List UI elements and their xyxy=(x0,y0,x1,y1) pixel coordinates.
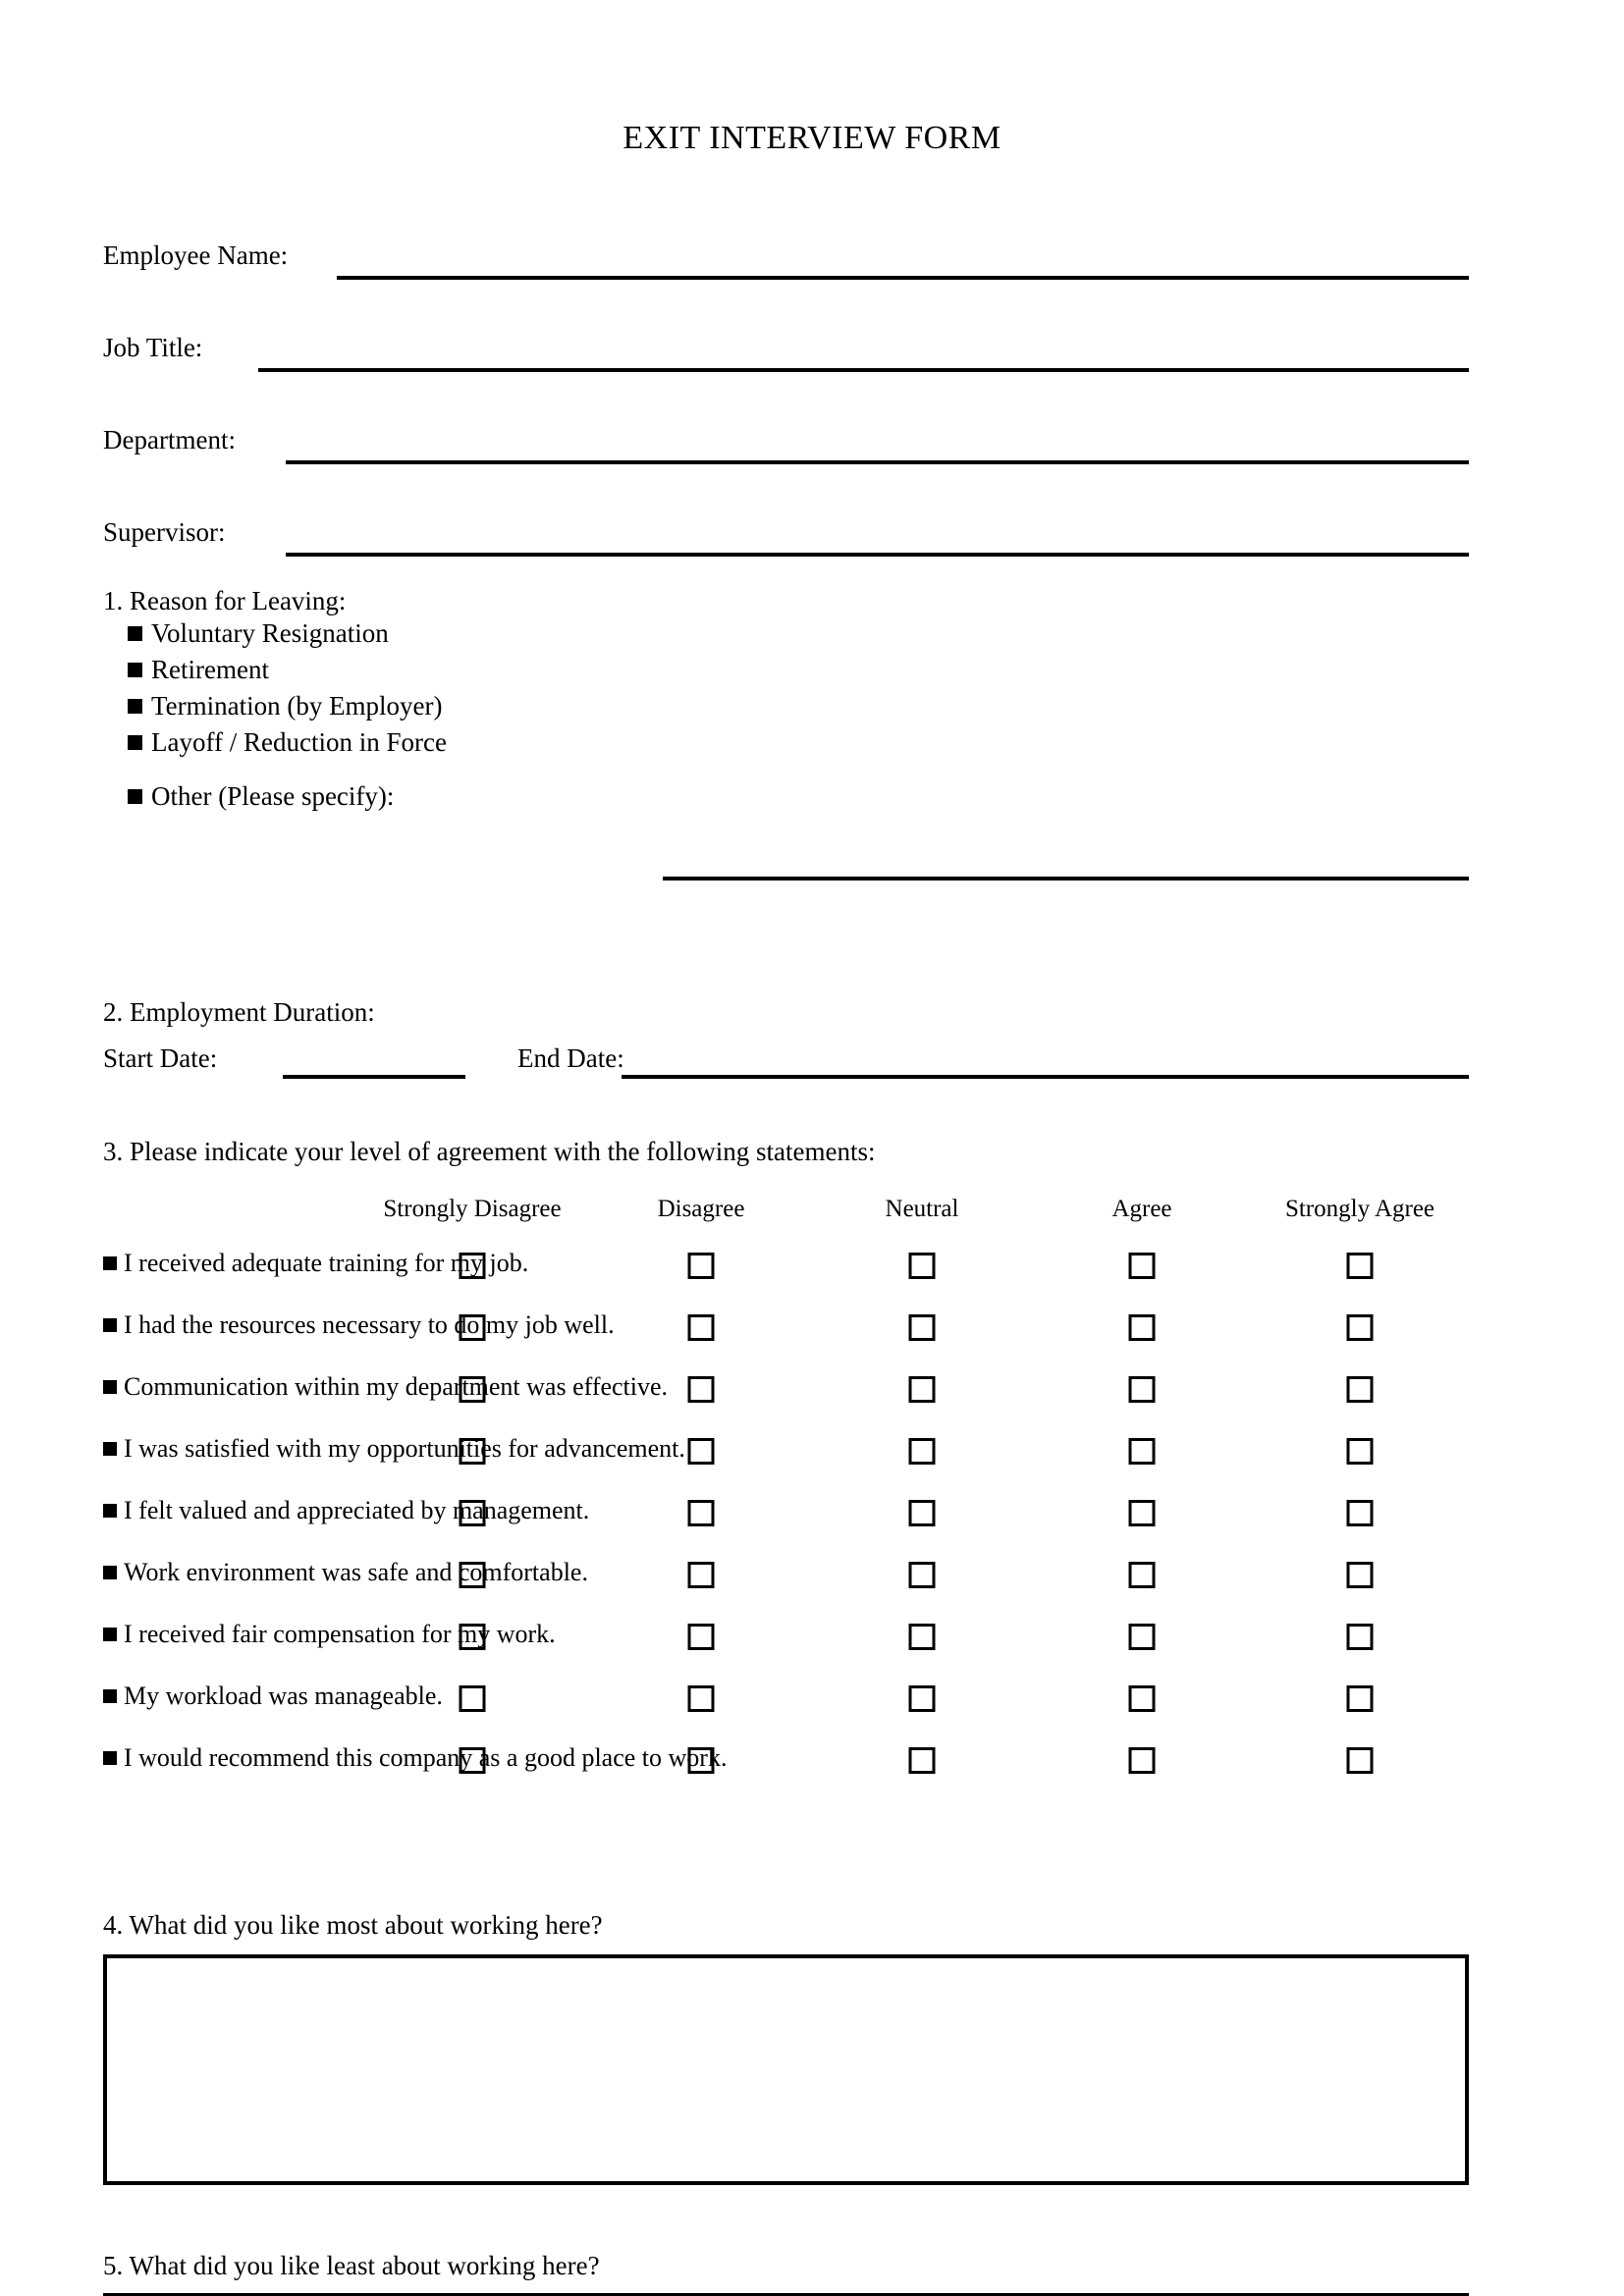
likert-statement-label: I received fair compensation for my work. xyxy=(124,1620,556,1648)
likert-statement-label: Communication within my department was effective. xyxy=(124,1372,669,1401)
likert-checkbox-r7-neutral[interactable] xyxy=(909,1624,936,1650)
likert-statement-label: I would recommend this company as a good place to work. xyxy=(124,1743,728,1772)
filled-square-bullet-icon xyxy=(103,1628,117,1641)
likert-checkbox-r7-strongly-disagree[interactable] xyxy=(460,1624,486,1650)
start-date-input[interactable] xyxy=(283,1075,465,1079)
reason-option-label: Other (Please specify): xyxy=(151,781,395,811)
scale-header-neutral: Neutral xyxy=(885,1196,959,1222)
likert-checkbox-r6-strongly-disagree[interactable] xyxy=(460,1562,486,1588)
likert-checkbox-r3-disagree[interactable] xyxy=(688,1376,715,1403)
likert-checkbox-r8-neutral[interactable] xyxy=(909,1685,936,1712)
likert-statement-2 xyxy=(103,1312,615,1338)
likert-statement-9 xyxy=(103,1745,727,1771)
end-date-label: End Date: xyxy=(517,1043,624,1073)
likert-statement-6 xyxy=(103,1560,588,1585)
reason-option-label: Termination (by Employer) xyxy=(151,691,443,721)
likert-checkbox-r3-neutral[interactable] xyxy=(909,1376,936,1403)
likert-checkbox-r8-agree[interactable] xyxy=(1129,1685,1156,1712)
likert-checkbox-r9-strongly-agree[interactable] xyxy=(1347,1747,1374,1774)
end-date-input[interactable] xyxy=(622,1075,1469,1079)
likert-checkbox-r1-disagree[interactable] xyxy=(688,1253,715,1279)
supervisor-label: Supervisor: xyxy=(103,517,226,547)
likert-checkbox-r3-strongly-agree[interactable] xyxy=(1347,1376,1374,1403)
likert-statement-7 xyxy=(103,1622,556,1647)
job-title-label: Job Title: xyxy=(103,333,203,362)
likert-checkbox-r2-neutral[interactable] xyxy=(909,1314,936,1341)
filled-square-bullet-icon xyxy=(103,1566,117,1579)
likert-checkbox-r2-strongly-disagree[interactable] xyxy=(460,1314,486,1341)
section-4-answer-textarea[interactable] xyxy=(103,1954,1469,2185)
likert-statement-4 xyxy=(103,1436,685,1462)
employee-name-input[interactable] xyxy=(337,276,1469,280)
likert-checkbox-r1-agree[interactable] xyxy=(1129,1253,1156,1279)
likert-checkbox-r5-strongly-agree[interactable] xyxy=(1347,1500,1374,1526)
reason-option-termination[interactable] xyxy=(128,693,443,720)
filled-square-bullet-icon xyxy=(128,699,142,714)
likert-checkbox-r5-strongly-disagree[interactable] xyxy=(460,1500,486,1526)
section-3-heading: 3. Please indicate your level of agreement with the following statements: xyxy=(103,1137,876,1166)
reason-option-label: Layoff / Reduction in Force xyxy=(151,727,447,757)
likert-statement-label: I felt valued and appreciated by management. xyxy=(124,1496,590,1524)
filled-square-bullet-icon xyxy=(128,735,142,750)
likert-checkbox-r4-agree[interactable] xyxy=(1129,1438,1156,1465)
department-input[interactable] xyxy=(286,460,1469,464)
likert-checkbox-r4-strongly-agree[interactable] xyxy=(1347,1438,1374,1465)
filled-square-bullet-icon xyxy=(103,1442,117,1456)
filled-square-bullet-icon xyxy=(128,626,142,641)
likert-checkbox-r4-disagree[interactable] xyxy=(688,1438,715,1465)
likert-checkbox-r4-strongly-disagree[interactable] xyxy=(460,1438,486,1465)
section-1-heading: 1. Reason for Leaving: xyxy=(103,586,347,615)
filled-square-bullet-icon xyxy=(128,663,142,677)
job-title-input[interactable] xyxy=(258,368,1469,372)
likert-checkbox-r9-disagree[interactable] xyxy=(688,1747,715,1774)
likert-checkbox-r5-neutral[interactable] xyxy=(909,1500,936,1526)
scale-header-strongly-disagree: Strongly Disagree xyxy=(383,1196,562,1222)
likert-checkbox-r5-agree[interactable] xyxy=(1129,1500,1156,1526)
filled-square-bullet-icon xyxy=(103,1318,117,1332)
likert-checkbox-r8-strongly-disagree[interactable] xyxy=(460,1685,486,1712)
likert-checkbox-r6-strongly-agree[interactable] xyxy=(1347,1562,1374,1588)
likert-checkbox-r1-neutral[interactable] xyxy=(909,1253,936,1279)
likert-checkbox-r2-strongly-agree[interactable] xyxy=(1347,1314,1374,1341)
likert-checkbox-r3-strongly-disagree[interactable] xyxy=(460,1376,486,1403)
likert-checkbox-r7-strongly-agree[interactable] xyxy=(1347,1624,1374,1650)
likert-checkbox-r1-strongly-agree[interactable] xyxy=(1347,1253,1374,1279)
filled-square-bullet-icon xyxy=(103,1689,117,1703)
section-2-heading: 2. Employment Duration: xyxy=(103,997,375,1027)
likert-checkbox-r2-disagree[interactable] xyxy=(688,1314,715,1341)
likert-statement-8 xyxy=(103,1683,443,1709)
likert-checkbox-r8-disagree[interactable] xyxy=(688,1685,715,1712)
likert-checkbox-r2-agree[interactable] xyxy=(1129,1314,1156,1341)
section-5-heading: 5. What did you like least about working here? xyxy=(103,2251,600,2280)
department-label: Department: xyxy=(103,425,236,454)
likert-checkbox-r3-agree[interactable] xyxy=(1129,1376,1156,1403)
reason-option-label: Voluntary Resignation xyxy=(151,618,389,648)
likert-checkbox-r9-strongly-disagree[interactable] xyxy=(460,1747,486,1774)
likert-checkbox-r7-agree[interactable] xyxy=(1129,1624,1156,1650)
reason-option-voluntary-resignation[interactable] xyxy=(128,620,389,647)
likert-checkbox-r8-strongly-agree[interactable] xyxy=(1347,1685,1374,1712)
likert-checkbox-r6-neutral[interactable] xyxy=(909,1562,936,1588)
likert-checkbox-r1-strongly-disagree[interactable] xyxy=(460,1253,486,1279)
likert-checkbox-r6-agree[interactable] xyxy=(1129,1562,1156,1588)
reason-option-layoff[interactable] xyxy=(128,729,447,756)
filled-square-bullet-icon xyxy=(103,1380,117,1394)
scale-header-disagree: Disagree xyxy=(657,1196,745,1222)
start-date-label: Start Date: xyxy=(103,1043,218,1073)
likert-statement-label: I received adequate training for my job. xyxy=(124,1249,529,1277)
likert-checkbox-r9-agree[interactable] xyxy=(1129,1747,1156,1774)
section-4-heading: 4. What did you like most about working here? xyxy=(103,1910,603,1940)
likert-checkbox-r9-neutral[interactable] xyxy=(909,1747,936,1774)
reason-other-specify-input[interactable] xyxy=(663,877,1469,881)
scale-header-strongly-agree: Strongly Agree xyxy=(1284,1196,1435,1222)
scale-header-agree: Agree xyxy=(1111,1196,1172,1222)
likert-checkbox-r6-disagree[interactable] xyxy=(688,1562,715,1588)
page-title: EXIT INTERVIEW FORM xyxy=(623,120,1001,156)
supervisor-input[interactable] xyxy=(286,553,1469,557)
employee-name-label: Employee Name: xyxy=(103,240,289,270)
likert-checkbox-r4-neutral[interactable] xyxy=(909,1438,936,1465)
filled-square-bullet-icon xyxy=(128,789,142,804)
likert-checkbox-r7-disagree[interactable] xyxy=(688,1624,715,1650)
likert-statement-3 xyxy=(103,1374,668,1400)
filled-square-bullet-icon xyxy=(103,1256,117,1270)
likert-statement-label: Work environment was safe and comfortable. xyxy=(124,1558,588,1586)
reason-option-other[interactable] xyxy=(128,783,394,810)
likert-statement-label: I was satisfied with my opportunities for advancement. xyxy=(124,1434,685,1463)
filled-square-bullet-icon xyxy=(103,1751,117,1765)
likert-statement-5 xyxy=(103,1498,589,1523)
likert-checkbox-r5-disagree[interactable] xyxy=(688,1500,715,1526)
likert-statement-label: My workload was manageable. xyxy=(124,1682,443,1710)
filled-square-bullet-icon xyxy=(103,1504,117,1518)
reason-option-label: Retirement xyxy=(151,655,269,684)
reason-option-retirement[interactable] xyxy=(128,657,269,683)
likert-statement-label: I had the resources necessary to do my job well. xyxy=(124,1310,615,1339)
